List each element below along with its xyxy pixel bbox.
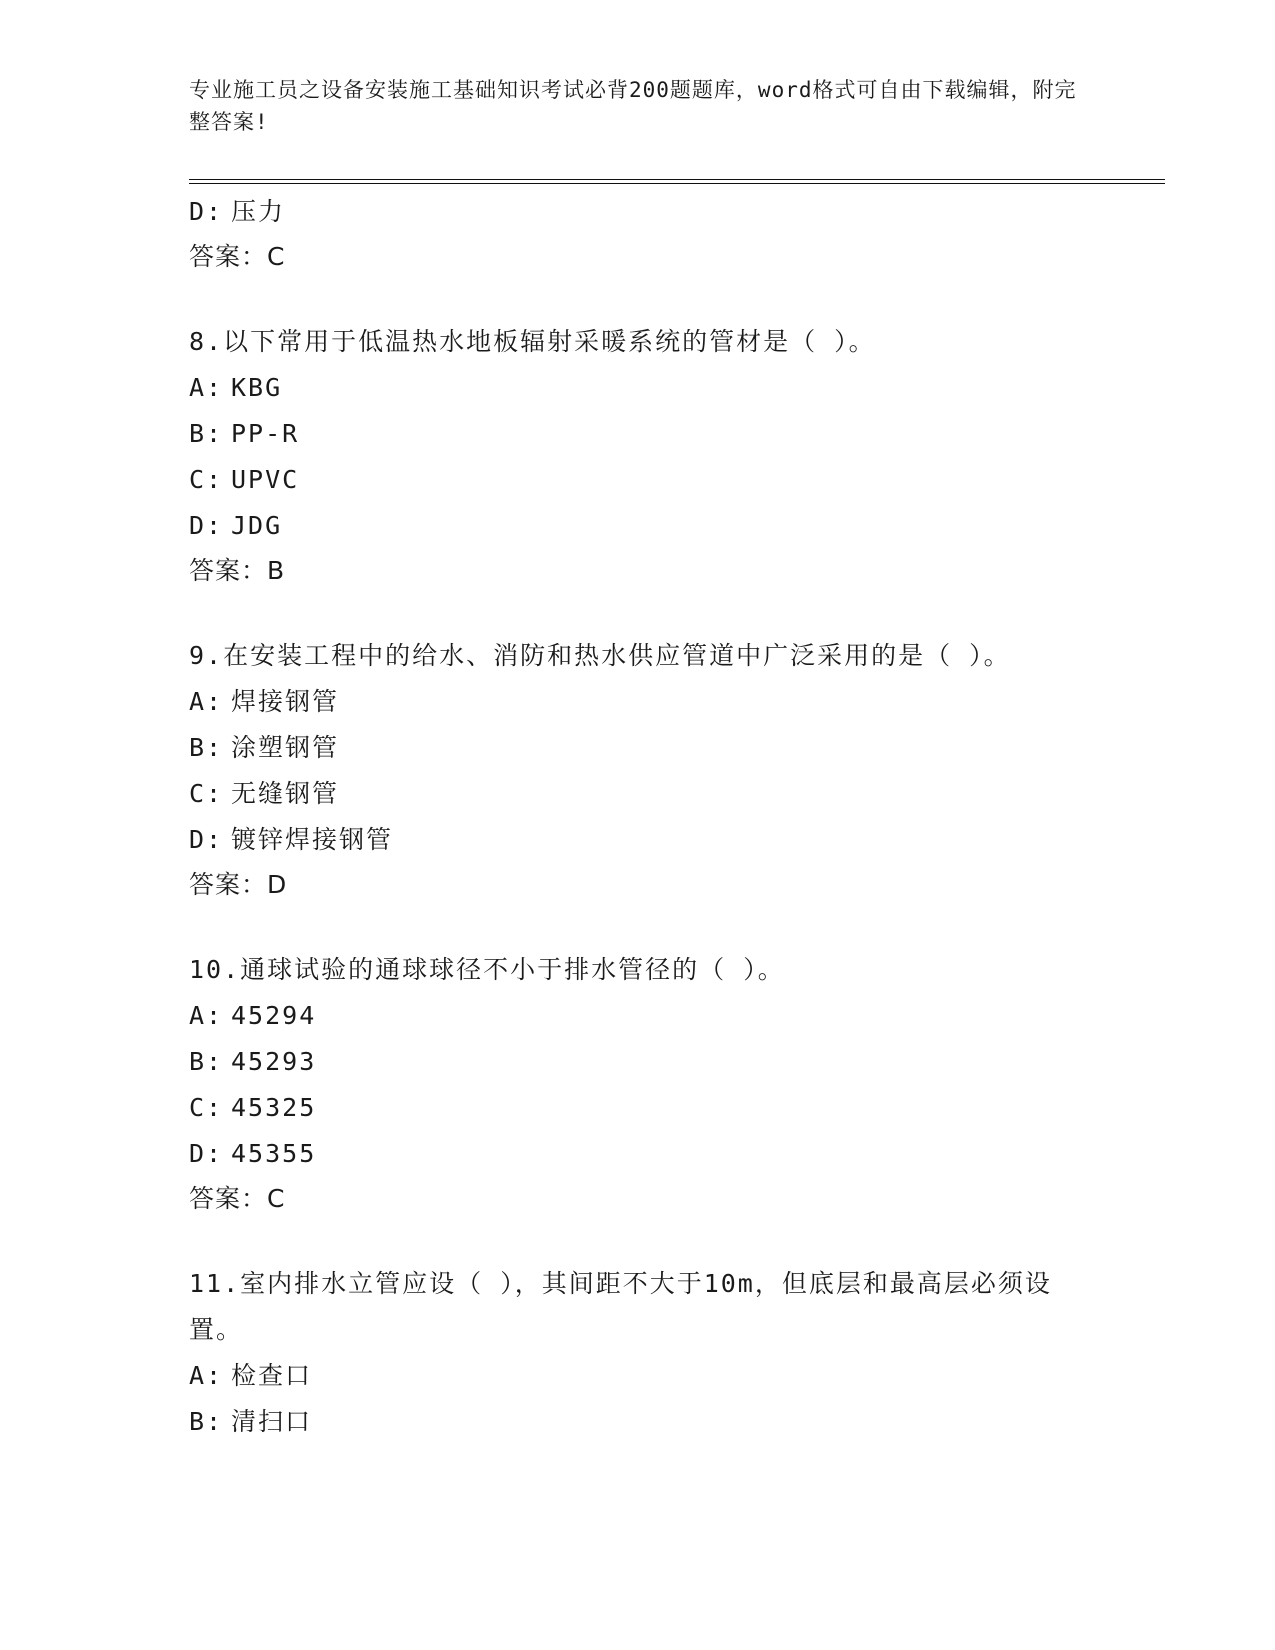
option-text: JDG: [231, 511, 283, 540]
document-title: 专业施工员之设备安装施工基础知识考试必背200题题库，word格式可自由下载编辑，附完整答案!: [189, 78, 1077, 134]
question-block: [189, 319, 1149, 593]
option-key: D:: [189, 511, 224, 540]
question-text: 11.室内排水立管应设（ ），其间距不大于10m，但底层和最高层必须设置。: [189, 1269, 1052, 1344]
option-d: [189, 817, 1149, 863]
option-key: B:: [189, 419, 224, 448]
question-text: 8.以下常用于低温热水地板辐射采暖系统的管材是（ ）。: [189, 327, 876, 356]
option-key: A:: [189, 687, 224, 716]
option-key: C:: [189, 1093, 224, 1122]
option-b: [189, 1399, 1149, 1445]
option-a: [189, 993, 1149, 1039]
document-body: [189, 189, 1149, 1445]
option-text: 检查口: [231, 1361, 313, 1390]
question-block: [189, 947, 1149, 1221]
option-key: A:: [189, 1001, 224, 1030]
option-text: 45293: [231, 1047, 317, 1076]
option-a: [189, 679, 1149, 725]
option-key: A:: [189, 373, 224, 402]
option-text: PP-R: [231, 419, 300, 448]
option-b: [189, 411, 1149, 457]
answer-line: 答案：B: [189, 556, 286, 585]
option-key: A:: [189, 1361, 224, 1390]
option-key: D:: [189, 197, 224, 226]
option-key: B:: [189, 1047, 224, 1076]
option-d: [189, 503, 1149, 549]
option-key: C:: [189, 465, 224, 494]
option-text: 无缝钢管: [231, 779, 340, 808]
answer-line: 答案：C: [189, 242, 286, 271]
option-text: 镀锌焊接钢管: [231, 825, 394, 854]
option-b: [189, 1039, 1149, 1085]
option-key: B:: [189, 1407, 224, 1436]
option-key: D:: [189, 825, 224, 854]
header-divider: [189, 179, 1165, 184]
option-key: D:: [189, 1139, 224, 1168]
option-text: 45355: [231, 1139, 317, 1168]
option-c: [189, 1085, 1149, 1131]
option-c: [189, 457, 1149, 503]
option-text: UPVC: [231, 465, 300, 494]
option-c: [189, 771, 1149, 817]
question-text: 10.通球试验的通球球径不小于排水管径的（ ）。: [189, 955, 785, 984]
question-block: [189, 633, 1149, 907]
option-text: KBG: [231, 373, 283, 402]
option-text: 清扫口: [231, 1407, 313, 1436]
option-d: [189, 1131, 1149, 1177]
option-key: B:: [189, 733, 224, 762]
answer-line: 答案：C: [189, 1184, 286, 1213]
page-header: [189, 74, 1089, 138]
option-text: 45294: [231, 1001, 317, 1030]
question-text: 9.在安装工程中的给水、消防和热水供应管道中广泛采用的是（ ）。: [189, 641, 1011, 670]
option-text: 涂塑钢管: [231, 733, 340, 762]
option-text: 45325: [231, 1093, 317, 1122]
option-b: [189, 725, 1149, 771]
option-a: [189, 365, 1149, 411]
option-a: [189, 1353, 1149, 1399]
option-d: [189, 189, 1149, 235]
answer-line: 答案：D: [189, 870, 288, 899]
option-text: 压力: [231, 197, 286, 226]
option-key: C:: [189, 779, 224, 808]
option-text: 焊接钢管: [231, 687, 340, 716]
question-block: [189, 1261, 1149, 1445]
